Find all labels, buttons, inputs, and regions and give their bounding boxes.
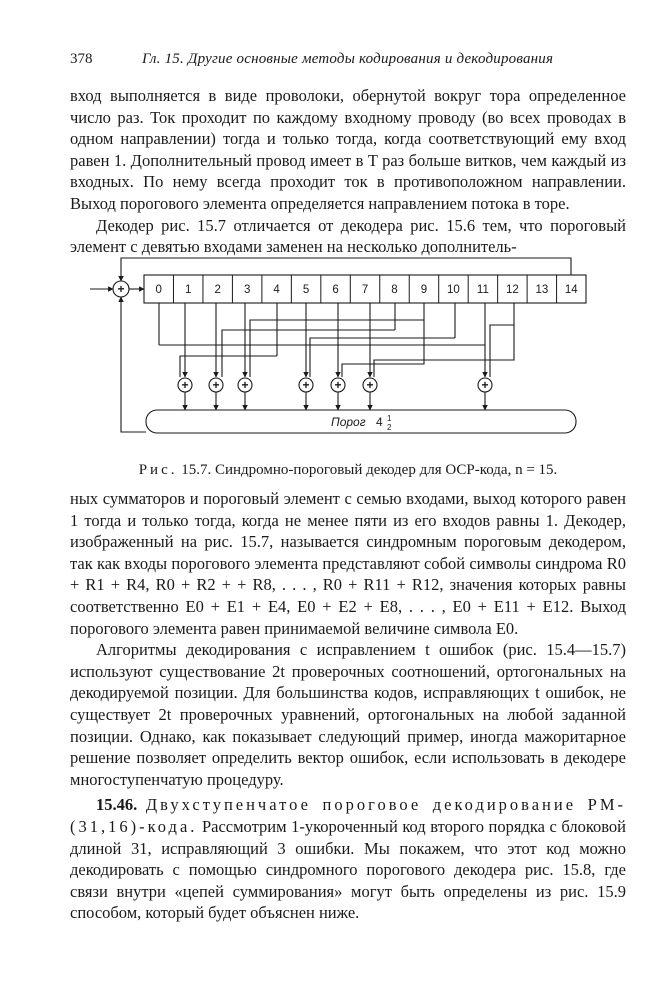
register-cell-label: 4 xyxy=(273,284,280,296)
register-cell-label: 9 xyxy=(420,284,428,296)
threshold-frac-den: 2 xyxy=(387,423,392,432)
section-text: Рассмотрим 1-укороченный код второго порядка с блоковой длиной 31, исправляющий 3 ошибки. Мы покажем, что этот код можно декодировать с помощью синдромного порогового декодера рис. 15.8, где связи внутри «цепей суммирования» могут быть определены из рис. 15.9 способом, который будет объяснен ниже. xyxy=(70,816,626,923)
adder-symbol: + xyxy=(481,378,489,392)
section-title: Двухступенчатое пороговое декодирование РМ-(31,16)-кода. xyxy=(70,795,627,836)
caption-text: 15.7. Синдромно-пороговый декодер для ОСР-кода, n = 15. xyxy=(181,462,558,478)
register-cell-label: 6 xyxy=(332,284,339,296)
paragraph-4: Алгоритмы декодирования с исправлением t ошибок (рис. 15.4—15.7) используют существование 2t проверочных соотношений, ортогональных на декодируемой позиции. Для большинства кодов, исправляющих t ошибок, не существует 2t проверочных уравнений, ортогональных на любой заданной позиции. Однако, как показывает следующий пример, иногда мажоритарное решение позволяет определить вектор ошибок, если использовать в декодере многоступенчатую процедуру. xyxy=(70,640,626,789)
register-cell-label: 13 xyxy=(535,284,549,296)
register-cell-label: 8 xyxy=(391,284,398,296)
adder-symbol: + xyxy=(366,378,374,392)
running-title: Гл. 15. Другие основные методы кодирования и декодирования xyxy=(142,51,554,67)
section-number: 15.46. xyxy=(96,795,138,815)
register-cell-label: 3 xyxy=(243,284,251,296)
adder-symbol: + xyxy=(302,378,310,392)
adder-symbol: + xyxy=(241,378,249,392)
text-block-bottom xyxy=(70,488,626,924)
threshold-frac-num: 1 xyxy=(387,414,392,423)
adder-symbol: + xyxy=(334,378,342,392)
paragraph-1: вход выполняется в виде проволоки, обернутой вокруг тора определенное число раз. Ток проходит по каждому входному проводу (во всех проводах в одном направлении) тогда и только тогда, когда соответствующий ему вход равен 1. Дополнительный провод имеет в T раз больше витков, чем каждый из входных. По нему всегда проходит ток в противоположном направлении. Выход порогового элемента определяется направлением потока в торе. xyxy=(70,86,626,213)
register-cell-label: 5 xyxy=(302,284,310,296)
register-cell-label: 10 xyxy=(447,284,460,296)
paragraph-2: Декодер рис. 15.7 отличается от декодера рис. 15.6 тем, что пороговый элемент с девятью входами заменен на несколько дополнитель- xyxy=(70,215,626,257)
caption-prefix: Рис. xyxy=(138,462,178,478)
register-cell-label: 2 xyxy=(214,284,221,296)
register-cell-label: 0 xyxy=(155,284,162,296)
section-15-46 xyxy=(70,794,626,924)
register-cell-label: 12 xyxy=(505,284,519,296)
threshold-value: 4 xyxy=(376,415,383,429)
register-cell-label: 1 xyxy=(185,284,192,296)
decoder-figure xyxy=(0,0,663,470)
register-cell-label: 14 xyxy=(564,284,578,296)
threshold-label: Порог xyxy=(331,415,366,429)
paragraph-3: ных сумматоров и пороговый элемент с семью входами, выход которого равен 1 тогда и только тогда, когда не менее пяти из его входов равны 1. Декодер, изображенный на рис. 15.7, называется синдромным пороговым декодером, так как входы порогового элемента представляют собой символы синдрома R0 + R1 + R4, R0 + R2 + + R8, . . . , R0 + R11 + R12, значения которых равны соответственно E0 + E1 + E4, E0 + E2 + E8, . . . , E0 + E11 + E12. Выход порогового элемента равен принимаемой величине символа E0. xyxy=(70,489,626,638)
adder-symbol: + xyxy=(212,378,220,392)
adder-symbol: + xyxy=(181,378,189,392)
figure-caption xyxy=(70,462,626,479)
register-cell-label: 7 xyxy=(361,284,369,296)
page-number: 378 xyxy=(70,51,93,67)
loop-adder-symbol: + xyxy=(117,282,125,296)
register-cell-label: 11 xyxy=(476,284,489,296)
